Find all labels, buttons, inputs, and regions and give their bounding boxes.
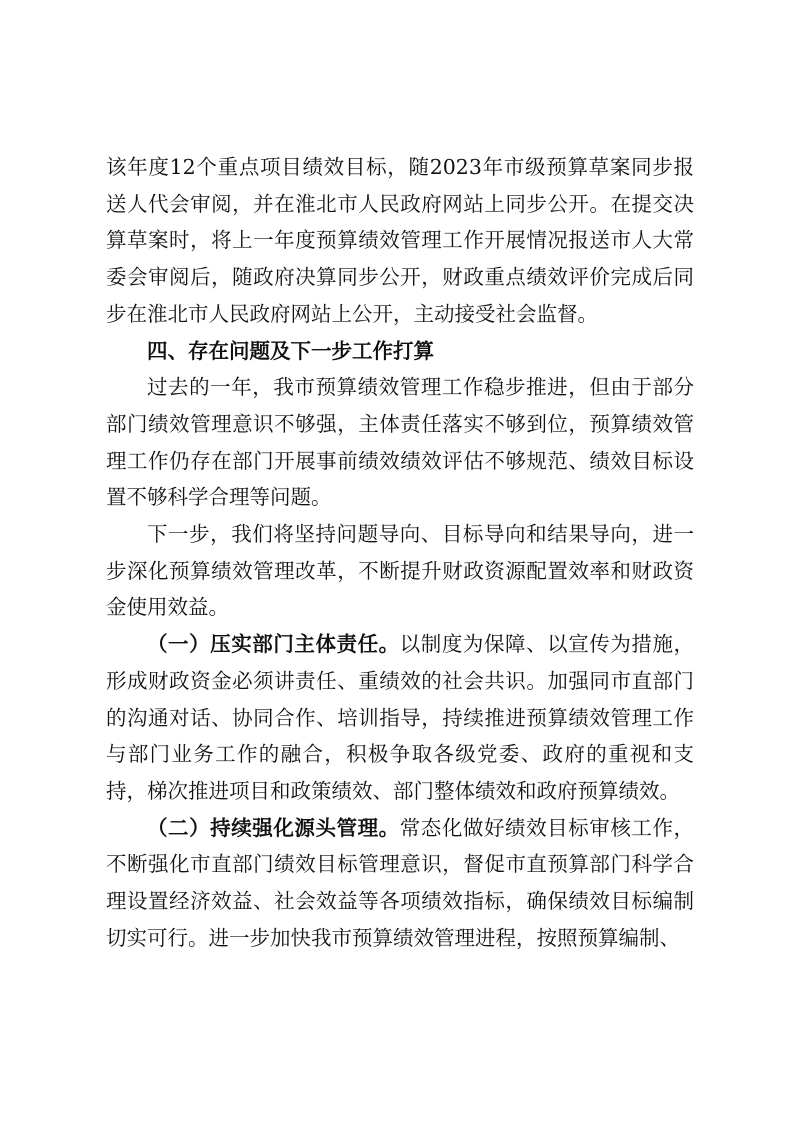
paragraph-problems: 过去的一年，我市预算绩效管理工作稳步推进，但由于部分部门绩效管理意识不够强，主体责任落实不够到位，预算绩效管理工作仍存在部门开展事前绩效绩效评估不够规范、绩效目标设置不够科学合理等问题。 [106,375,694,510]
paragraph-item-two [106,810,694,957]
item-one-lead: （一）压实部门主体责任。 [147,632,400,657]
paragraph-next-steps: 下一步，我们将坚持问题导向、目标导向和结果导向，进一步深化预算绩效管理改革，不断提升财政资源配置效率和财政资金使用效益。 [106,522,694,620]
section-heading: 四、存在问题及下一步工作打算 [147,338,434,363]
item-two-lead: （二）持续强化源头管理。 [147,815,400,840]
item-two-text: 常态化做好绩效目标审核工作，不断强化市直部门绩效目标管理意识，督促市直预算部门科学合理设置经济效益、社会效益等各项绩效指标，确保绩效目标编制切实可行。进一步加快我市预算绩效管理进程，按照预算编制、 [106,815,695,950]
document-body [106,149,694,956]
item-one-text: 以制度为保障、以宣传为措施，形成财政资金必须讲责任、重绩效的社会共识。加强同市直部门的沟通对话、协同合作、培训指导，持续推进预算绩效管理工作与部门业务工作的融合，积极争取各级党委、政府的重视和支持，梯次推进项目和政策绩效、部门整体绩效和政府预算绩效。 [106,632,695,803]
paragraph-continuation: 该年度12个重点项目绩效目标，随2023年市级预算草案同步报送人代会审阅，并在淮北市人民政府网站上同步公开。在提交决算草案时，将上一年度预算绩效管理工作开展情况报送市人大常委会审阅后，随政府决算同步公开，财政重点绩效评价完成后同步在淮北市人民政府网站上公开，主动接受社会监督。 [106,155,694,326]
paragraph-item-one [106,626,694,810]
